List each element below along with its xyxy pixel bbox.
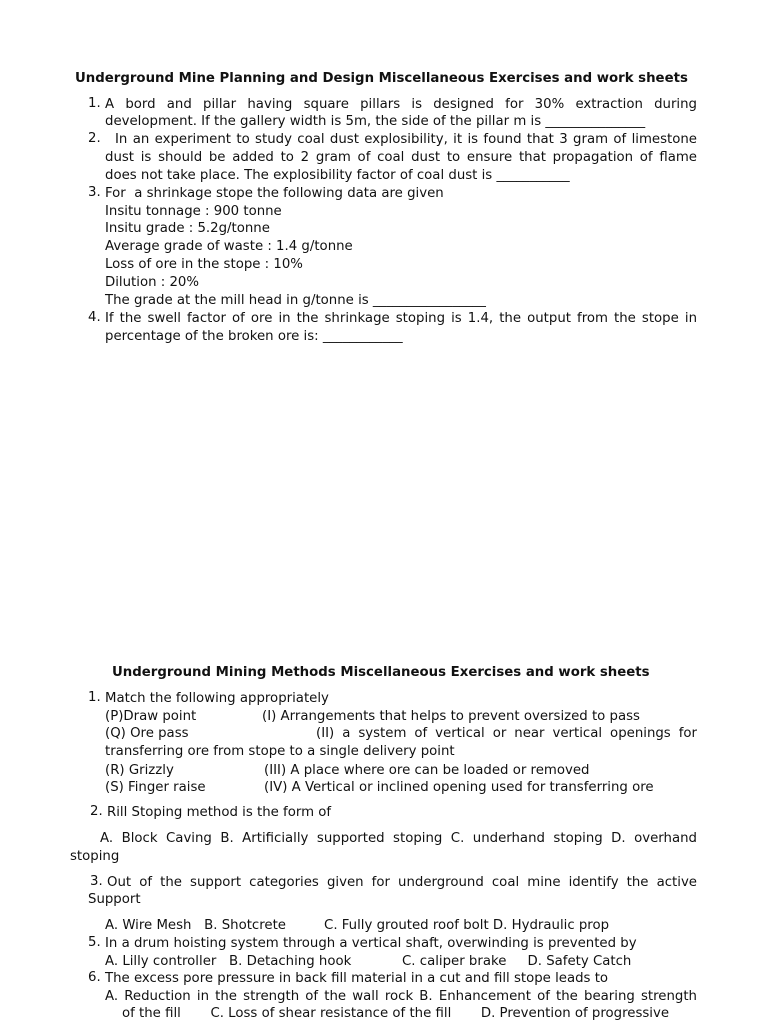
q2-line2: dust is should be added to 2 gram of coal dust to ensure that propagation of flame: [105, 150, 697, 165]
match-p: (P)Draw point: [105, 709, 197, 724]
s2-q2-options: A. Block Caving B. Artificially supported stoping C. underhand stoping D. overhand: [100, 831, 697, 846]
s2-q1-line1: Match the following appropriately: [105, 691, 329, 706]
s2-q3-options: A. Wire Mesh B. Shotcrete C. Fully grouted roof bolt D. Hydraulic prop: [105, 918, 610, 933]
q3-data-grade: Insitu grade : 5.2g/tonne: [105, 221, 270, 236]
q3-data-waste: Average grade of waste : 1.4 g/tonne: [105, 239, 353, 254]
q3-line1: For a shrinkage stope the following data are given: [105, 186, 444, 201]
match-ii-cont: transferring ore from stope to a single delivery point: [105, 744, 455, 759]
match-ii: (II) a system of vertical or near vertical openings for: [316, 726, 697, 741]
q1-line2: development. If the gallery width is 5m, the side of the pillar m is _______________: [105, 114, 646, 129]
s2-q6-options2: of the fill C. Loss of shear resistance of the fill D. Prevention of progressive: [122, 1006, 670, 1021]
s2-q6-number: 6.: [88, 970, 101, 985]
s2-q3-number: 3.: [90, 874, 103, 889]
match-iii: (III) A place where ore can be loaded or removed: [264, 763, 590, 778]
s2-q1-number: 1.: [88, 690, 101, 705]
q2-line3: does not take place. The explosibility factor of coal dust is ___________: [105, 168, 570, 183]
q1-line1: A bord and pillar having square pillars is designed for 30% extraction during: [105, 97, 697, 112]
match-i: (I) Arrangements that helps to prevent oversized to pass: [262, 709, 640, 724]
match-q: (Q) Ore pass: [105, 726, 189, 741]
s2-q3-line1: Out of the support categories given for underground coal mine identify the active: [107, 875, 697, 890]
s2-q2-line1: Rill Stoping method is the form of: [107, 805, 332, 820]
s2-q5-line1: In a drum hoisting system through a vertical shaft, overwinding is prevented by: [105, 936, 637, 951]
s2-q2-options-cont: stoping: [70, 849, 120, 864]
q4-line1: If the swell factor of ore in the shrinkage stoping is 1.4, the output from the stope in: [105, 311, 697, 326]
section2-title: Underground Mining Methods Miscellaneous Exercises and work sheets: [112, 665, 650, 680]
q3-number: 3.: [88, 185, 101, 200]
match-r: (R) Grizzly: [105, 763, 174, 778]
q4-line2: percentage of the broken ore is: ____________: [105, 329, 403, 344]
q3-data-tonnage: Insitu tonnage : 900 tonne: [105, 204, 282, 219]
s2-q6-line1: The excess pore pressure in back fill material in a cut and fill stope leads to: [105, 971, 609, 986]
s2-q2-number: 2.: [90, 804, 103, 819]
s2-q5-options: A. Lilly controller B. Detaching hook C. caliper brake D. Safety Catch: [105, 954, 632, 969]
q2-number: 2.: [88, 131, 101, 146]
s2-q3-line2: Support: [88, 892, 141, 907]
match-s: (S) Finger raise: [105, 780, 206, 795]
q3-data-dilution: Dilution : 20%: [105, 275, 200, 290]
q3-data-loss: Loss of ore in the stope : 10%: [105, 257, 303, 272]
s2-q5-number: 5.: [88, 935, 101, 950]
q3-question: The grade at the mill head in g/tonne is _________________: [105, 293, 486, 308]
s2-q6-options1: A. Reduction in the strength of the wall rock B. Enhancement of the bearing strength: [105, 989, 697, 1004]
q2-line1: In an experiment to study coal dust explosibility, it is found that 3 gram of limestone: [115, 132, 697, 147]
match-iv: (IV) A Vertical or inclined opening used for transferring ore: [264, 780, 654, 795]
section1-title: Underground Mine Planning and Design Miscellaneous Exercises and work sheets: [75, 71, 688, 86]
q1-number: 1.: [88, 96, 101, 111]
q4-number: 4.: [88, 310, 101, 325]
